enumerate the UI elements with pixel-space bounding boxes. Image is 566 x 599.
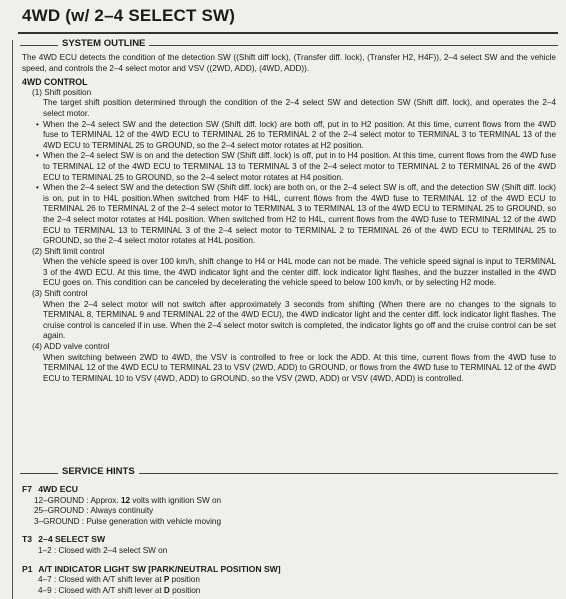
hint-text: Approx. bbox=[90, 495, 121, 505]
hint-group bbox=[22, 484, 556, 527]
page-title: 4WD (w/ 2–4 SELECT SW) bbox=[22, 6, 236, 25]
hint-row: 3–GROUND : Pulse generation with vehicle moving bbox=[34, 516, 222, 526]
pin-pair: 1–2 bbox=[38, 545, 52, 555]
hint-group bbox=[22, 564, 556, 597]
pin-pair: 4–7 bbox=[38, 575, 52, 585]
system-outline-header bbox=[20, 38, 558, 52]
hint-row: 12–GROUND : Approx. 12 volts with ignition SW on bbox=[34, 495, 222, 505]
hint-text: Closed with A/T shift lever at bbox=[58, 585, 164, 595]
component-name: A/T INDICATOR LIGHT SW [PARK/NEUTRAL POSITION SW] bbox=[38, 563, 281, 574]
hint-value: D bbox=[163, 585, 170, 595]
bullet-item: • When the 2–4 select SW is on and the detection SW (Shift diff. lock) is off, put in to H4 position. At this time, current flows from the 4WD fuse to TERMINAL 12 of the 4WD ECU to TERMINAL 13 to TERMINAL 3 of the 2–4 select motor to TERMINAL 2 to TERMINAL 26 of the 4WD ECU to TERMINAL 25 to GROUND, so the 2–4 select motor rotates at H4 position. bbox=[36, 151, 556, 182]
item-text: When the vehicle speed is over 100 km/h, shift change to H4 or H4L mode can not be made. The vehicle speed signal is input to TERMINAL 3 of the 4WD ECU. At this time, the 4WD indicator light and the center diff. lock indicator light flashes, and the buzzer installed in the 4WD ECU goes on. This condition can be canceled by decelerating the vehicle speed to below 100 km/h, or by selecting H2 mode. bbox=[43, 257, 556, 288]
item-text: When switching between 2WD to 4WD, the VSV is controlled to free or lock the ADD. At this time, current flows from the 4WD fuse to TERMINAL 12 of the 4WD ECU to TERMINAL 23 to VSV (2WD, ADD) to GROUND, or flows from the 4WD fuse to TERMINAL 12 of the 4WD ECU to TERMINAL 10 to VSV (4WD, ADD) to GROUND, so the VSV (2WD, ADD) or VSV (4WD, ADD) is controlled. bbox=[43, 352, 556, 383]
component-name: 2–4 SELECT SW bbox=[38, 534, 106, 545]
hint-group bbox=[22, 534, 556, 556]
title-underline bbox=[18, 32, 558, 34]
hint-text: Always continuity bbox=[90, 506, 154, 516]
hint-text: Closed with A/T shift lever at bbox=[58, 575, 164, 585]
component-name: 4WD ECU bbox=[38, 484, 78, 494]
left-margin-rule bbox=[12, 40, 13, 599]
hint-row: 1–2 : Closed with 2–4 select SW on bbox=[38, 545, 168, 555]
hint-text: position bbox=[169, 585, 201, 595]
system-outline-body bbox=[22, 53, 556, 384]
bullet-text: When the 2–4 select SW and the detection SW (Shift diff. lock) are both off, put in to H2 position. At this time, current flows from the 4WD fuse to TERMINAL 12 of the 4WD ECU to TERMINAL 26 to TERMINAL 2 of the 2–4 select motor to TERMINAL 3 to TERMINAL 13 of the 4WD ECU to TERMINAL 25 to GROUND, so the 2–4 select motor rotates at H2 position. bbox=[43, 119, 556, 150]
intro-paragraph: The 4WD ECU detects the condition of the detection SW ((Shift diff lock), (Transfer diff. lock), (Transfer H2, H4F)), 2–4 select SW and the vehicle speed, and controls the 2–4 select motor and VSV ((2WD, ADD), (4WD, ADD)). bbox=[22, 53, 556, 73]
hint-value: P bbox=[163, 575, 170, 585]
service-hints-header bbox=[20, 466, 558, 480]
connector-code: P1 bbox=[22, 563, 33, 574]
control-heading: 4WD CONTROL bbox=[22, 77, 88, 88]
system-outline-heading: SYSTEM OUTLINE bbox=[58, 38, 149, 49]
pin-pair: 4–9 bbox=[38, 585, 52, 595]
hint-text: Pulse generation with vehicle moving bbox=[86, 516, 222, 526]
hint-row: 4–7 : Closed with A/T shift lever at P position bbox=[38, 575, 200, 585]
connector-code: F7 bbox=[22, 484, 33, 494]
item-text: The target shift position determined through the condition of the 2–4 select SW and detection SW (Shift diff. lock), and operates the 2–4 select motor. bbox=[43, 98, 556, 118]
bullet-text: When the 2–4 select SW is on and the detection SW (Shift diff. lock) is off, put in to H4 position. At this time, current flows from the 4WD fuse to TERMINAL 12 of the 4WD ECU to TERMINAL 13 to TERMINAL 3 of the 2–4 select motor to TERMINAL 2 to TERMINAL 26 of the 4WD ECU to TERMINAL 25 to GROUND, so the 2–4 select motor rotates at H4 position. bbox=[43, 151, 556, 182]
service-hints-heading: SERVICE HINTS bbox=[58, 466, 139, 477]
item-label: (1) Shift position bbox=[32, 87, 92, 97]
hint-text: position bbox=[169, 575, 200, 585]
hint-text: Closed with 2–4 select SW on bbox=[58, 545, 168, 555]
item-text: When the 2–4 select motor will not switch after approximately 3 seconds from shifting (When there are no changes to the signals to TERMINAL 8, TERMINAL 9 and TERMINAL 22 of the 4WD ECU), the 4WD indicator light and the center diff. lock indicator light flashes. The cruise control is canceled if in use. When the 2–4 select motor switch is completed, the indicator lights go off and the cruise control can be set again. bbox=[43, 299, 556, 341]
item-label: (3) Shift control bbox=[32, 289, 88, 299]
item-label: (2) Shift limit control bbox=[32, 246, 105, 256]
bullet-item: • When the 2–4 select SW and the detection SW (Shift diff. lock) are both off, put in to H2 position. At this time, current flows from the 4WD fuse to TERMINAL 12 of the 4WD ECU to TERMINAL 26 to TERMINAL 2 of the 2–4 select motor to TERMINAL 3 to TERMINAL 13 of the 4WD ECU to TERMINAL 25 to GROUND, so the 2–4 select motor rotates at H2 position. bbox=[36, 119, 556, 150]
service-hints-body bbox=[22, 484, 556, 596]
hint-row: 25–GROUND : Always continuity bbox=[34, 506, 154, 516]
bullet-text: When the 2–4 select SW and the detection SW (Shift diff. lock) are both on, or the 2–4 select SW is off, and the detection SW (Shift diff. lock) is on, put in to H4L position.When switched from H4F to H4L, current flows from the 4WD fuse to TERMINAL 12 of the 4WD ECU to TERMINAL 26 to TERMINAL 2 of the 2–4 select motor to TERMINAL 3 to TERMINAL 13 of the 4WD ECU to TERMINAL 25 to GROUND, so the 2–4 select motor rotates at H4L position. When switched from H2 to H4L, current flows from the 4WD fuse to TERMINAL 12 of the 4WD ECU to TERMINAL 13 to TERMINAL 3 of the 2–4 select motor to TERMINAL 2 to TERMINAL 26 of the 4WD ECU to TERMINAL 25 to GROUND, so the 2–4 select motor rotates at H4L position. bbox=[43, 183, 556, 246]
connector-code: T3 bbox=[22, 534, 33, 545]
hint-text: volts with ignition SW on bbox=[130, 495, 222, 505]
pin-pair: 12–GROUND bbox=[34, 495, 85, 505]
pin-pair: 25–GROUND bbox=[34, 506, 85, 516]
hint-row: 4–9 : Closed with A/T shift lever at D position bbox=[38, 585, 201, 595]
item-label: (4) ADD valve control bbox=[32, 342, 110, 352]
pin-pair: 3–GROUND bbox=[34, 516, 80, 526]
hint-value: 12 bbox=[120, 495, 131, 505]
bullet-item: • When the 2–4 select SW and the detection SW (Shift diff. lock) are both on, or the 2–4 select SW is off, and the detection SW (Shift diff. lock) is on, put in to H4L position.When switched from H4F to H4L, current flows from the 4WD fuse to TERMINAL 12 of the 4WD ECU to TERMINAL 26 to TERMINAL 2 of the 2–4 select motor to TERMINAL 3 to TERMINAL 13 of the 4WD ECU to TERMINAL 25 to GROUND, so the 2–4 select motor rotates at H4L position. When switched from H2 to H4L, current flows from the 4WD fuse to TERMINAL 12 of the 4WD ECU to TERMINAL 13 to TERMINAL 3 of the 2–4 select motor to TERMINAL 2 to TERMINAL 26 of the 4WD ECU to TERMINAL 25 to GROUND, so the 2–4 select motor rotates at H4L position. bbox=[36, 183, 556, 246]
